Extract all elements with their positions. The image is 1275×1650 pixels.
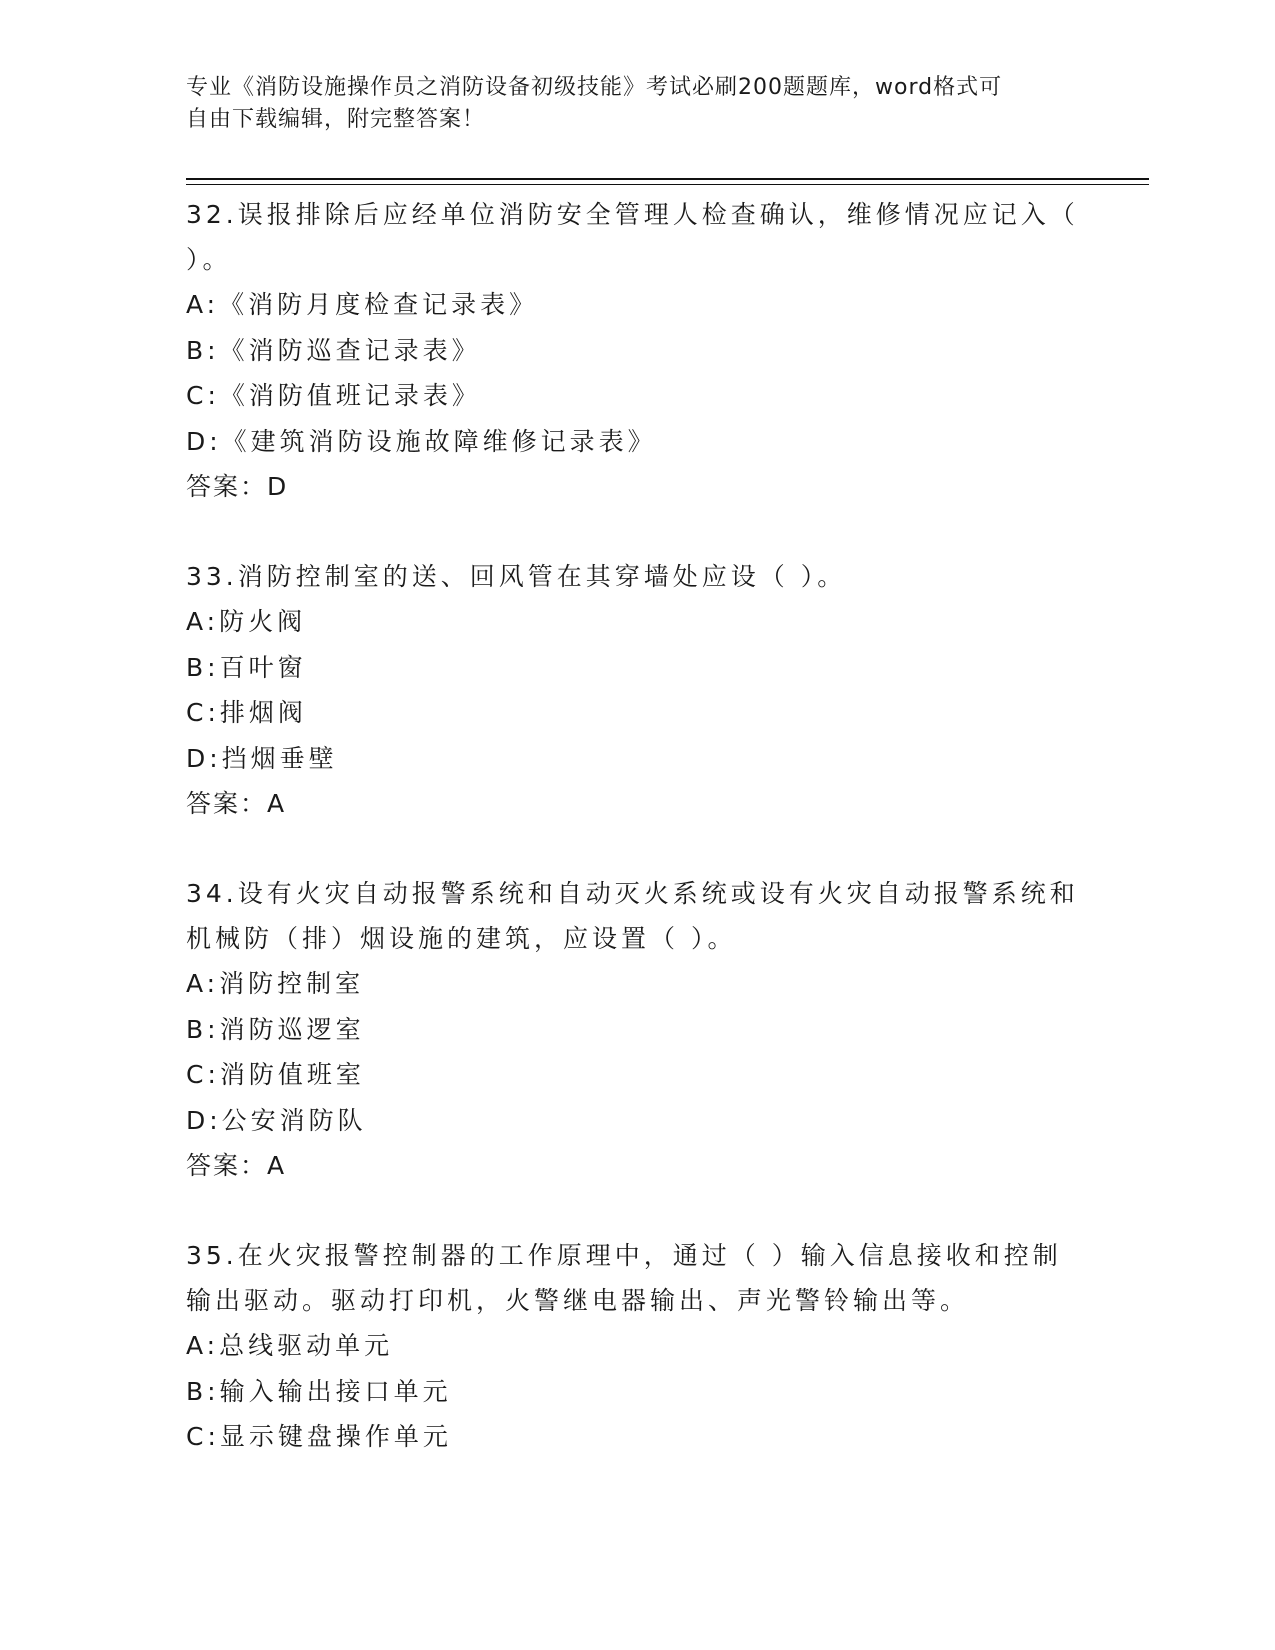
question-spacer	[186, 826, 1086, 871]
question-stem: ）。	[186, 245, 232, 274]
option-d: D:公安消防队	[186, 1105, 367, 1135]
question-stem: 34.设有火灾自动报警系统和自动灭火系统或设有火灾自动报警系统和	[186, 879, 1079, 908]
header-divider-thick	[186, 178, 1149, 180]
option-b: B:百叶窗	[186, 652, 307, 682]
answer-line: 答案：D	[186, 472, 289, 501]
answer-line: 答案：A	[186, 1151, 287, 1180]
question-34	[186, 871, 1086, 1188]
question-stem: 33.消防控制室的送、回风管在其穿墙处应设（ ）。	[186, 562, 847, 591]
header-line-1: 专业《消防设施操作员之消防设备初级技能》考试必刷200题题库，word格式可	[186, 75, 1003, 100]
option-a: A:消防控制室	[186, 969, 365, 998]
option-d: D:《建筑消防设施故障维修记录表》	[186, 426, 657, 456]
question-33	[186, 554, 1086, 826]
question-stem: 35.在火灾报警控制器的工作原理中，通过（ ）输入信息接收和控制	[186, 1241, 1062, 1270]
document-header	[186, 72, 1086, 136]
option-d: D:挡烟垂壁	[186, 743, 338, 773]
option-c: C:排烟阀	[186, 698, 307, 727]
option-a: A:防火阀	[186, 607, 307, 636]
question-list	[186, 192, 1086, 1460]
option-b: B:《消防巡查记录表》	[186, 335, 481, 365]
question-stem: 32.误报排除后应经单位消防安全管理人检查确认，维修情况应记入（	[186, 200, 1079, 229]
question-35	[186, 1233, 1086, 1460]
question-stem: 机械防（排）烟设施的建筑，应设置（ ）。	[186, 924, 737, 953]
header-line-2: 自由下载编辑，附完整答案！	[186, 107, 486, 132]
option-a: A:《消防月度检查记录表》	[186, 290, 539, 319]
option-a: A:总线驱动单元	[186, 1331, 394, 1360]
option-c: C:消防值班室	[186, 1060, 365, 1089]
option-b: B:消防巡逻室	[186, 1014, 365, 1044]
question-spacer	[186, 509, 1086, 554]
question-32	[186, 192, 1086, 509]
option-c: C:《消防值班记录表》	[186, 381, 481, 410]
question-spacer	[186, 1188, 1086, 1233]
option-b: B:输入输出接口单元	[186, 1376, 452, 1406]
header-divider-thin	[186, 184, 1149, 185]
answer-line: 答案：A	[186, 789, 287, 818]
question-stem: 输出驱动。驱动打印机，火警继电器输出、声光警铃输出等。	[186, 1286, 970, 1315]
option-c: C:显示键盘操作单元	[186, 1422, 452, 1451]
